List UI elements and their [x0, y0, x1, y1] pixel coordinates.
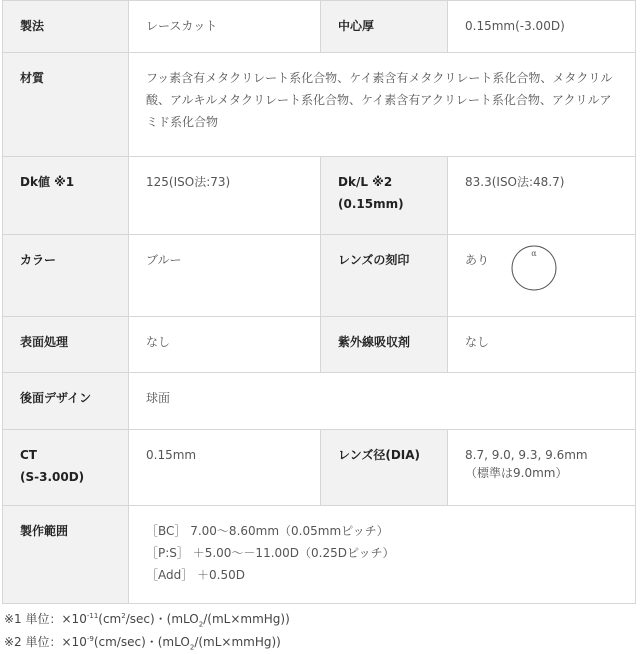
row-surface [3, 317, 636, 373]
footnote-1: ※1 単位：$\times 10^{-11}(cm^2/\sec)$・(mLO$_2$/(mL×mmHg)) [4, 612, 290, 629]
label-engraving: レンズの刻印 [321, 235, 448, 317]
value-dia-line1: 8.7, 9.0, 9.3, 9.6mm [465, 448, 588, 462]
engraving-mark-icon [509, 243, 559, 300]
label-material: 材質 [3, 53, 129, 157]
label-ct-line1: CT [20, 448, 37, 462]
row-range [3, 506, 636, 604]
label-surface: 表面処理 [3, 317, 129, 373]
value-dk-l: 83.3(ISO法:48.7) [448, 157, 636, 235]
value-center-thickness: 0.15mm(-3.00D) [448, 1, 636, 53]
spec-table [2, 0, 636, 604]
label-method: 製法 [3, 1, 129, 53]
label-back: 後面デザイン [3, 373, 129, 430]
label-dk-l [321, 157, 448, 235]
label-dk-l-line2: (0.15mm) [338, 197, 404, 211]
label-dk: Dk値 ※1 [3, 157, 129, 235]
value-dk: 125(ISO法:73) [129, 157, 321, 235]
value-dia-line2: （標準は9.0mm） [465, 466, 568, 480]
value-material: フッ素含有メタクリレート系化合物、ケイ素含有メタクリレート系化合物、メタクリル酸、アルキルメタクリレート系化合物、ケイ素含有アクリレート系化合物、アクリルアミド系化合物 [129, 53, 636, 157]
value-uv: なし [448, 317, 636, 373]
label-ct [3, 430, 129, 506]
value-back: 球面 [129, 373, 636, 430]
footnote-2: ※2 単位：$\times 10^{-9}(cm/\sec)$・(mLO$_2$/(mL×mmHg)) [4, 635, 281, 652]
range-line-add: ［Add］ ＋0.50D [146, 568, 246, 582]
value-surface: なし [129, 317, 321, 373]
label-dk-l-line1: Dk/L ※2 [338, 175, 393, 189]
label-uv: 紫外線吸収剤 [321, 317, 448, 373]
label-center-thickness: 中心厚 [321, 1, 448, 53]
value-engraving-text: あり [465, 253, 490, 267]
value-ct: 0.15mm [129, 430, 321, 506]
row-method [3, 1, 636, 53]
value-engraving [448, 235, 636, 317]
range-line-bc: ［BC］ 7.00～8.60mm（0.05mmピッチ） [146, 524, 389, 538]
row-ct [3, 430, 636, 506]
row-back [3, 373, 636, 430]
value-method: レースカット [129, 1, 321, 53]
engraving-symbol: α [531, 249, 537, 258]
label-range: 製作範囲 [3, 506, 129, 604]
row-color [3, 235, 636, 317]
label-color: カラー [3, 235, 129, 317]
row-dk [3, 157, 636, 235]
value-color: ブルー [129, 235, 321, 317]
value-dia [448, 430, 636, 506]
label-dia: レンズ径(DIA) [321, 430, 448, 506]
label-ct-line2: (S-3.00D) [20, 470, 85, 484]
value-range [129, 506, 636, 604]
row-material [3, 53, 636, 157]
range-line-ps: ［P:S］ ＋5.00～－11.00D（0.25Dピッチ） [146, 546, 395, 560]
